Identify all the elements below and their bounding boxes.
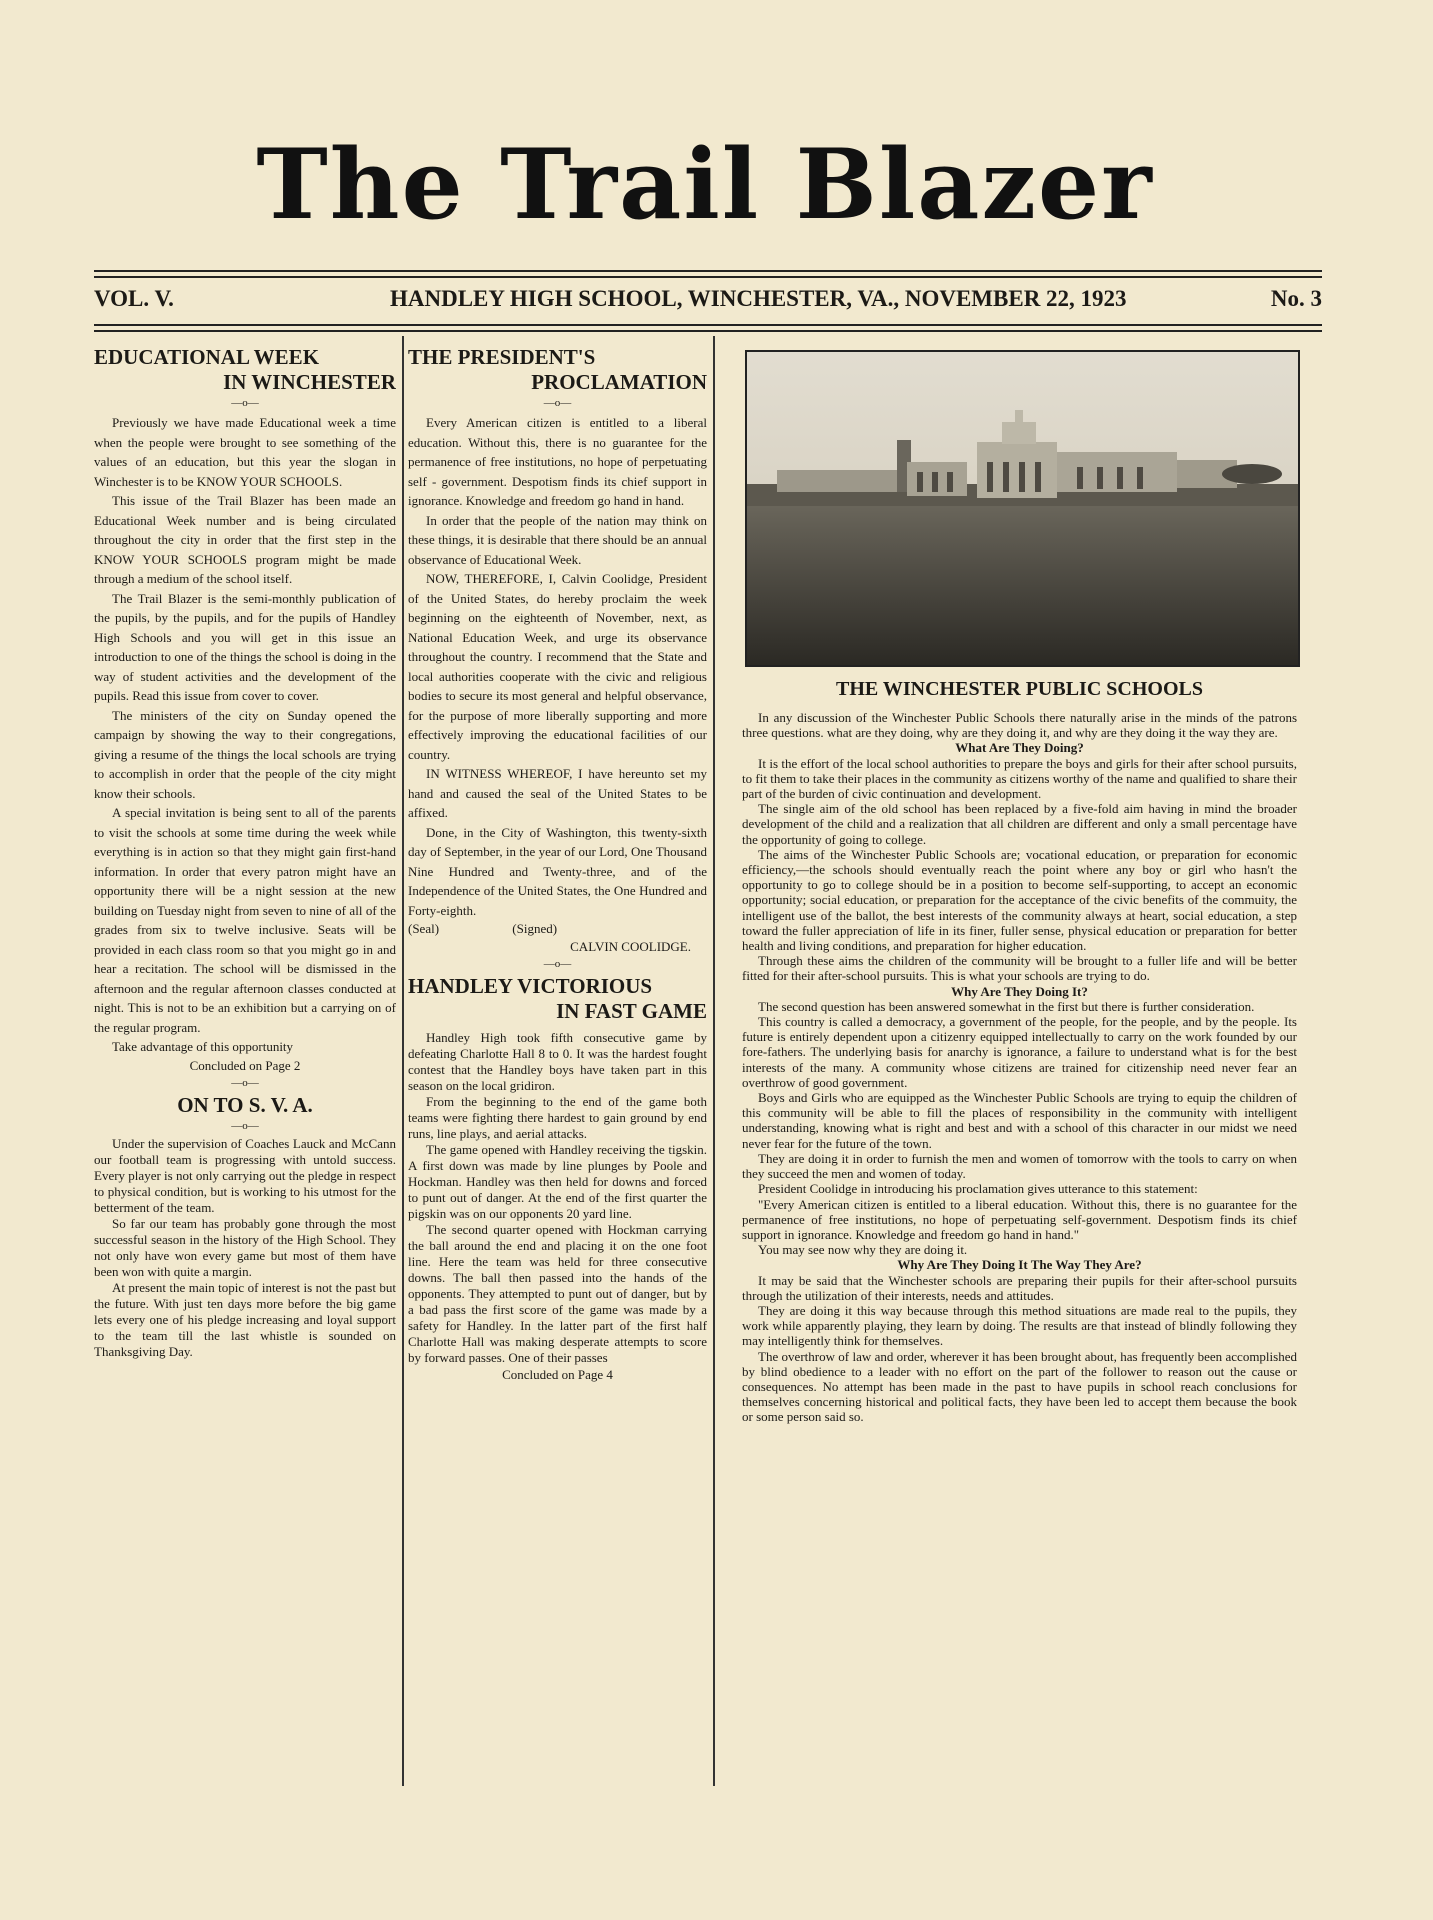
seal-label: (Seal) [408,921,440,936]
heading-line-1: EDUCATIONAL WEEK [94,345,320,369]
paragraph: They are doing it in order to furnish the men and women of tomorrow with the tools to carry on when they succeed the men and women of today. [742,1150,1297,1182]
paragraph: Take advantage of this opportunity [112,1039,294,1054]
paragraph: NOW, THEREFORE, I, Calvin Coolidge, President of the United States, do hereby proclaim the week beginning on the eighteenth of November, next, as National Education Week, and urge its observance throughout the country. I recommend that the State and local authorities cooperate with the civic and religious bodies to secure its most general and helpful observance, for the purpose of more liberally supporting and more effectively improving the educational facilities of our country. [408,571,707,762]
paragraph: So far our team has probably gone through the most successful season in the history of the High School. They not only have won every game but most of them have been won with quite a margin. [94,1215,396,1279]
heading-line-2: IN FAST GAME [556,999,707,1023]
paragraph: At present the main topic of interest is not the past but the future. With just ten days more before the big game lets every one of his pledge increasing and loyal support to the team till the last whistle is sounded on Thanksgiving Day. [94,1279,396,1359]
on-to-sva-heading: ON TO S. V. A. [177,1092,313,1117]
paragraph: Through these aims the children of the community will be brought to a fuller life and will be better fitted for their after-school pursuits. This is what your schools are trying to do. [742,953,1297,984]
paragraph: The Trail Blazer is the semi-monthly publication of the pupils, by the pupils, and for the pupils of Handley High Schools and you will get in this issue an introduction to one of the things the school is doing in the way of student activities and the development of the pupils. Read this issue from cover to cover. [94,590,396,703]
photo-image [747,352,1298,665]
paragraph: In any discussion of the Winchester Public Schools there naturally arise in the minds of the patrons three questions. what are they doing, why are they doing it, and why are they doing it the way they are. [742,710,1297,741]
paragraph: The second question has been answered somewhat in the first but there is further consideration. [758,998,1255,1014]
school-building-photo [745,350,1300,667]
winchester-schools-heading: THE WINCHESTER PUBLIC SCHOOLS [836,678,1203,700]
paragraph: Handley High took fifth consecutive game by defeating Charlotte Hall 8 to 0. It was the hardest fought contest that the Handley boys have taken part in this season on the local gridiron. [408,1030,707,1093]
paragraph: Previously we have made Educational week a time when the people were brought to see something of the values of an education, but this year the slogan in Winchester is to be KNOW YOUR SCHOOLS. [94,415,396,489]
heading-line-2: PROCLAMATION [531,370,707,394]
paragraph: The second quarter opened with Hockman carrying the ball around the end and placing it on the one foot line. Here the team was held for three consecutive downs. The ball then passed into the hands of the opponents. They attempted to punt out of danger, but by a bad pass the first score of the game was made by a safety for Handley. In the latter part of the first half Charlotte Hall was making desperate attempts to score by forward passes. One of their passes [408,1222,707,1365]
paragraph: This country is called a democracy, a government of the people, for the people, and by the people. Its future is entirely dependent upon a citizenry equipped intellectually to carry on the work founded by our fore-fathers. The underlying basis for anarchy is ignorance, a failure to understand what is for the best interests of the many. A community whose citizens are trained for citizenship need never fear an overthrow of good government. [742,1014,1297,1090]
column-1 [94,345,396,1785]
paragraph: "Every American citizen is entitled to a liberal education. Without this, there is no guarantee for the permanence of free institutions, no hope of perpetuating self-government. Despotism finds its chief support in ignorance. Knowledge and freedom go hand in hand." [742,1196,1297,1242]
paragraph: This issue of the Trail Blazer has been made an Educational Week number and is being circulated throughout the city in order that the first step in the KNOW YOUR SCHOOLS program might be made through a medium of the school itself. [94,493,396,586]
paragraph: Every American citizen is entitled to a liberal education. Without this, there is no guarantee for the permanence of free institutions, no hope of perpetuating self - government. Despotism finds its chief support in ignorance. Knowledge and freedom go hand in hand. [408,415,707,508]
dateline [94,286,1322,320]
separator: —o— [231,1119,259,1132]
heading-line-1: HANDLEY VICTORIOUS [408,974,653,998]
paragraph: The overthrow of law and order, wherever it has been brought about, has frequently been accomplished by blind obedience to a leader with no effort on the part of the follower to reason out the cause or consequences. No attempt has been made in the past to have pupils in school reach conclusions for themselves concerning historical and political facts, they have been led to accept them because the book or some person said so. [742,1348,1297,1425]
top-rule-2 [94,276,1322,278]
proclamation-heading [408,345,707,395]
paragraph: President Coolidge in introducing his proclamation gives utterance to this statement: [758,1181,1198,1197]
signer-name: CALVIN COOLIDGE. [570,939,691,954]
column-3 [742,672,1297,1787]
top-rule [94,270,1322,272]
paragraph: It may be said that the Winchester schools are preparing their pupils for their after-school pursuits through the utilization of their interests, needs and attitudes. [742,1272,1297,1303]
paragraph: Boys and Girls who are equipped as the Winchester Public Schools are trying to equip the children of this community will be able to fill the places of responsibility in the community with intelligent understanding, knowing what is right and best and with a school of this character in our midst we need never fear for the future of the town. [742,1090,1297,1151]
paragraph: IN WITNESS WHEREOF, I have hereunto set my hand and caused the seal of the United States to be affixed. [408,766,707,820]
paragraph: It is the effort of the local school authorities to prepare the boys and girls for their after school pursuits, to fit them to take their places in the community as citizens worthy of the name and qualified to share their part of the burden of civic continuation and development. [742,755,1297,802]
paragraph: In order that the people of the nation may think on these things, it is desirable that there should be an annual observance of Educational Week. [408,512,707,567]
volume-label: VOL. V. [94,286,174,311]
school-date-label: HANDLEY HIGH SCHOOL, WINCHESTER, VA., NOVEMBER 22, 1923 [390,286,1127,311]
column-divider-1 [402,336,404,1786]
separator: —o— [543,958,572,970]
concluded-note: Concluded on Page 4 [502,1367,613,1382]
handley-victorious-heading [408,974,707,1024]
subheading: Why Are They Doing It? [951,983,1088,999]
paragraph: The single aim of the old school has been replaced by a five-fold aim having in mind the broader development of the child and a realization that all children are different and only a small percentage have the opportunity of going to college. [742,801,1297,847]
issue-number-label: No. 3 [1270,286,1322,311]
heading-line-2: IN WINCHESTER [223,370,396,394]
paragraph: You may see now why they are doing it. [758,1242,968,1258]
separator: —o— [231,1076,259,1089]
subheading: What Are They Doing? [955,740,1084,756]
separator: —o— [543,397,572,409]
paragraph: Done, in the City of Washington, this twenty-sixth day of September, in the year of our Lord, One Thousand Nine Hundred and Twenty-three, and of the Independence of the United States, the One Hundred and Forty-eighth. [408,824,707,918]
paragraph: They are doing it this way because through this method situations are made real to the pupils, they work while apparently playing, they learn by doing. The results are that instead of blindly following they may intelligently think for themselves. [742,1302,1297,1349]
bottom-rule-2 [94,330,1322,332]
column-divider-2 [713,336,715,1786]
subheading: Why Are They Doing It The Way They Are? [897,1257,1142,1273]
paragraph: Under the supervision of Coaches Lauck and McCann our football team is progressing with untold success. Every player is not only carrying out the pledge in respect to physical condition, but is working to his utmost for the betterment of the team. [94,1135,396,1215]
column-2 [408,345,707,1785]
bottom-rule [94,324,1322,326]
paragraph: The aims of the Winchester Public Schools are; vocational education, or preparation for economic efficiency,—the schools should eventually reach the point where any boy or girl who hasn't the opportunity to go to college should be in a position to become self-supporting, to accept an economic opportunity; social education, or preparation for the acceptance of the civic benefits of the commuity, the intelligent use of the ballot, the best interests of the community always at heart, social education, a step toward the fuller appreciation of life in its finer, fuller sense, physical education or preparation for better health and living conditions, and preparation for higher education. [742,846,1297,954]
heading-line-1: THE PRESIDENT'S [408,345,596,369]
signed-label: (Signed) [512,921,558,936]
separator: —o— [231,397,259,409]
paragraph: From the beginning to the end of the game both teams were fighting there hardest to gain ground by end runs, line plays, and aerial attacks. [408,1094,707,1141]
paragraph: A special invitation is being sent to all of the parents to visit the schools at some time during the week while everything is in action so that they might gain first-hand information. In order that every patron might have an opportunity there will be a night session at the new building on Tuesday night from seven to nine of all of the grades from six to twelve inclusive. Seats will be provided in each class room so that you might go in and hear a recitation. The school will be dismissed in the afternoon and the regular afternoon classes conducted at night. This is not to be an exhibition but a carrying on of the regular program. [94,805,396,1035]
paragraph: The ministers of the city on Sunday opened the campaign by showing the way to their congregations, giving a resume of the things the local schools are trying to accomplish in order that the people of the city might know their schools. [94,707,396,801]
masthead-title: The Trail Blazer [256,128,1154,241]
concluded-note: Concluded on Page 2 [189,1057,301,1073]
paragraph: The game opened with Handley receiving the tigskin. A first down was made by line plunges by Poole and Hockman. Handley was then held for downs and forced to punt out of danger. At the end of the first quarter the pigskin was on our opponents 20 yard line. [408,1142,707,1221]
signature-block [408,920,707,956]
educational-week-heading [94,345,396,395]
